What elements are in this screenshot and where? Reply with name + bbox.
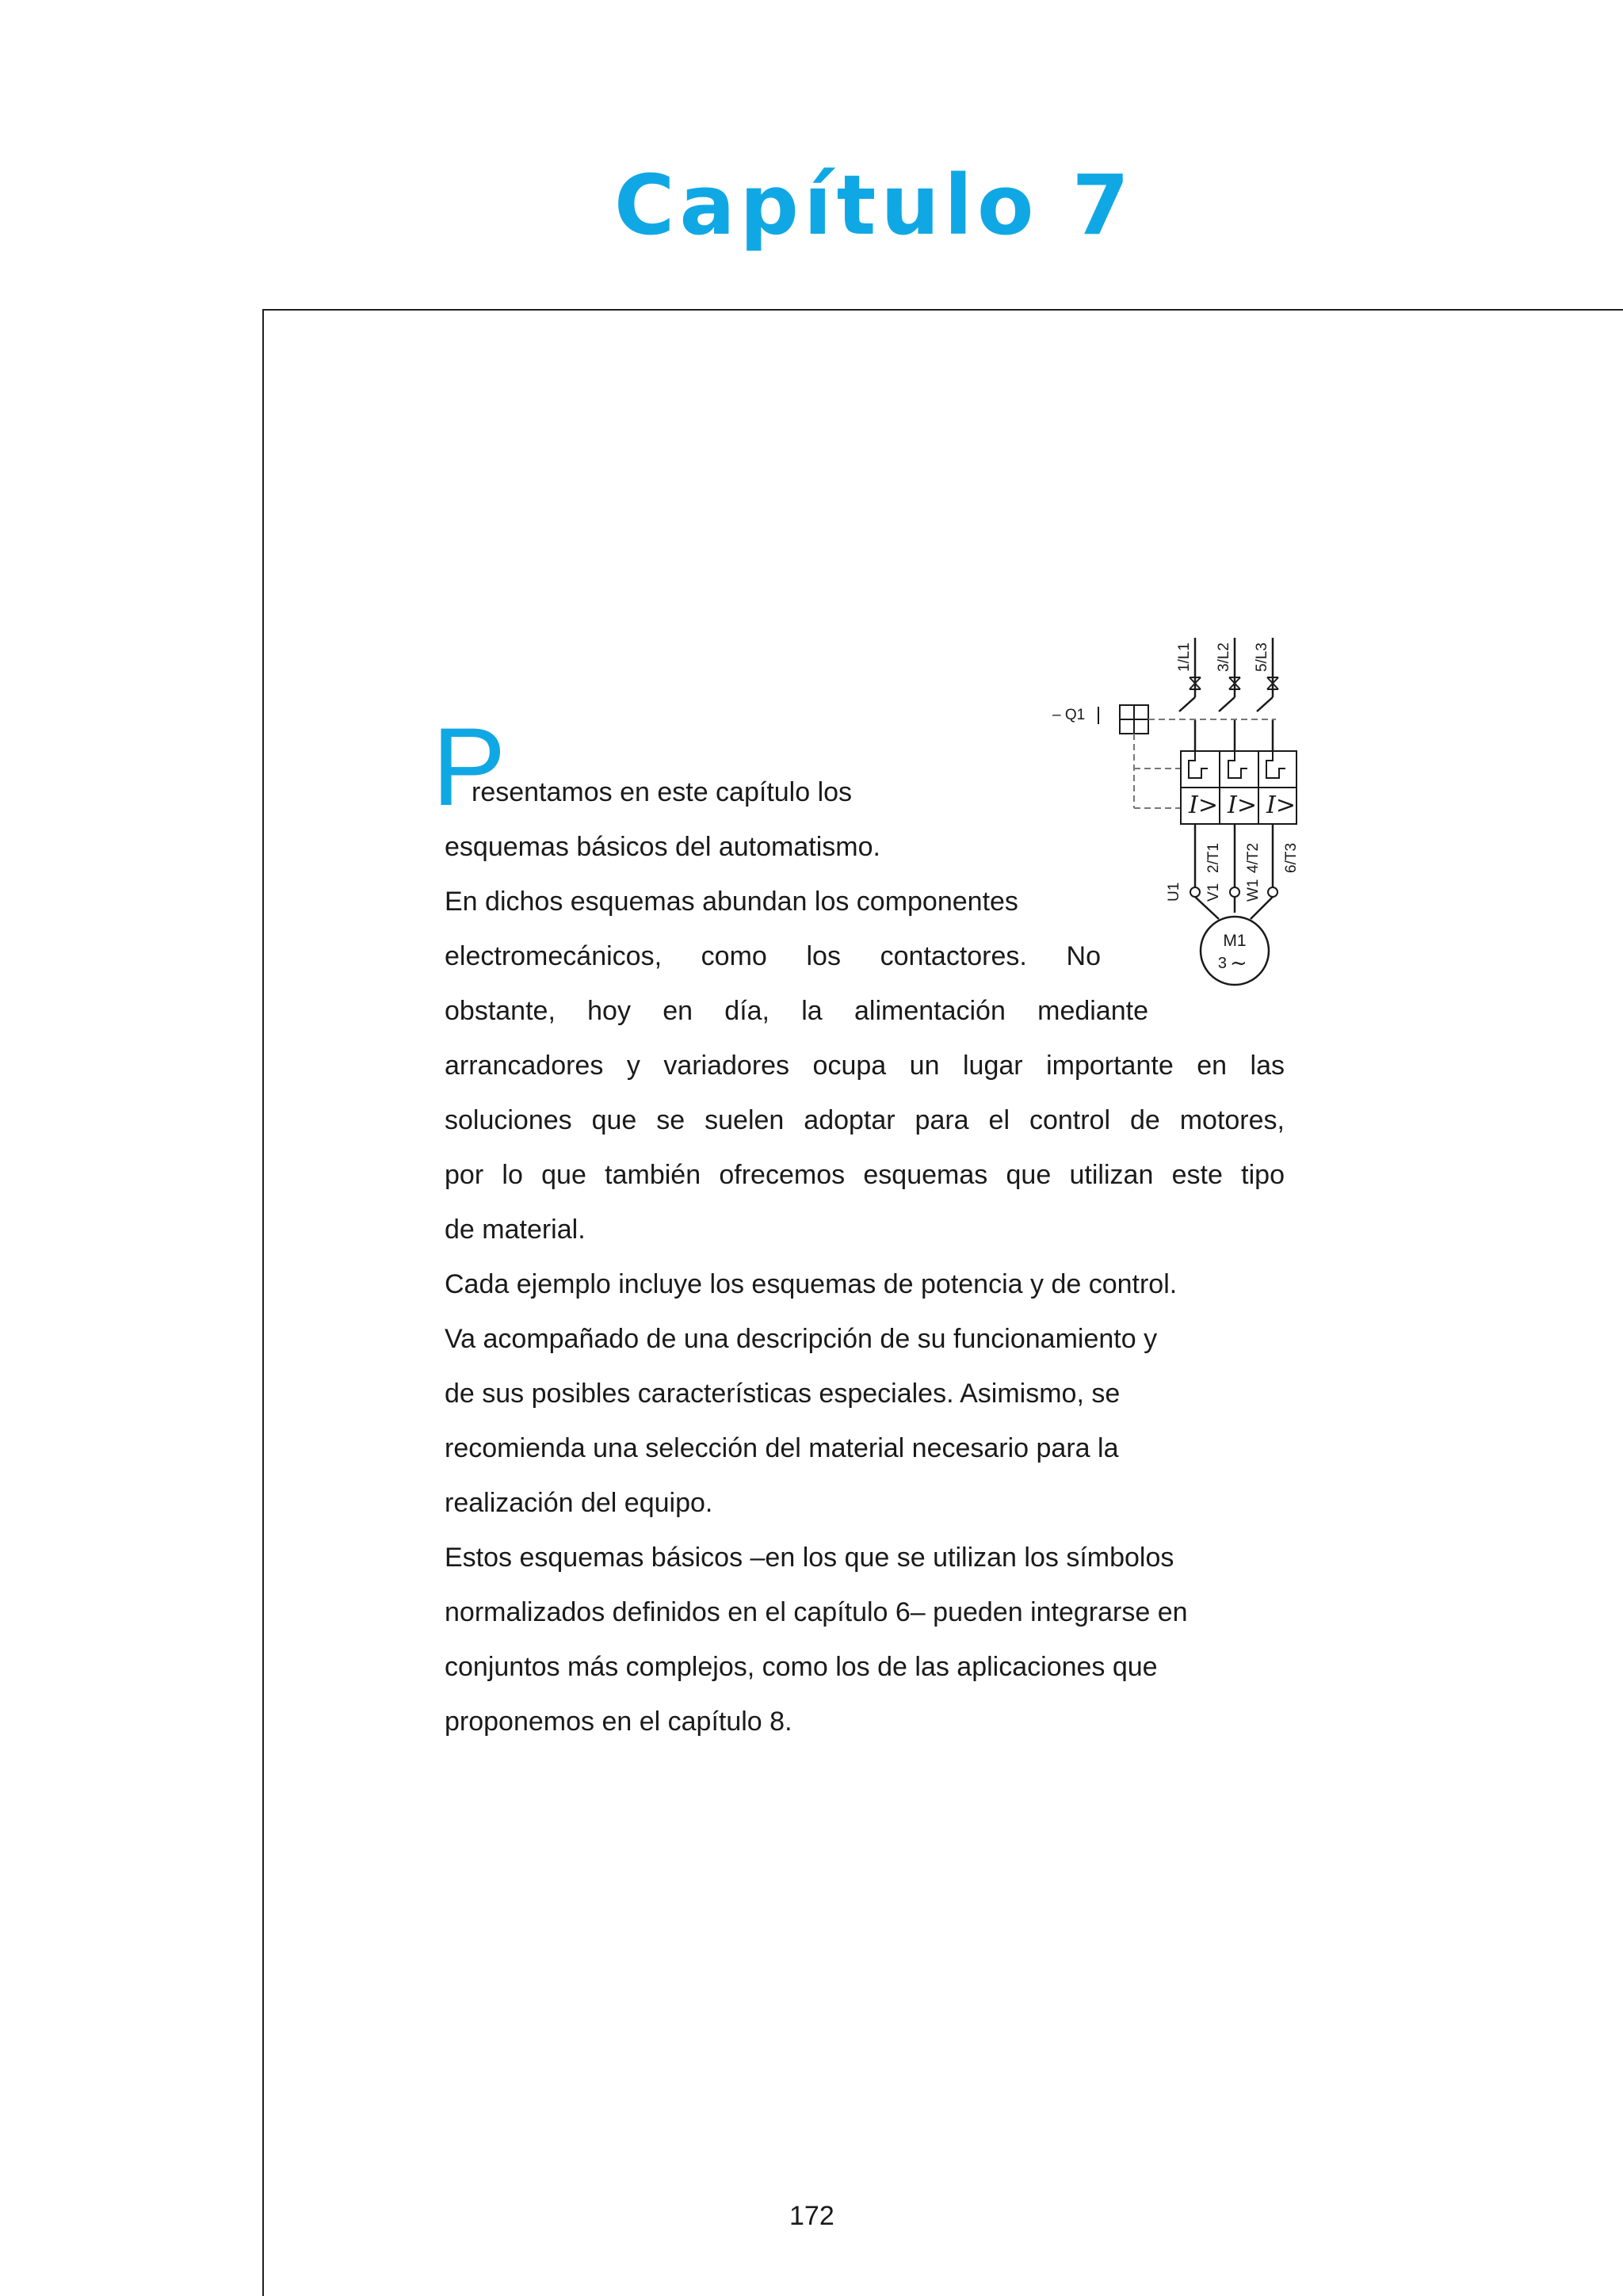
text-line: electromecánicos, como los contactores. No [445,941,1101,971]
text-line: proponemos en el capítulo 8. [445,1707,792,1737]
text-line: por lo que también ofrecemos esquemas que utilizan este tipo [445,1160,1285,1190]
supply-label-l1: 1/L1 [1176,643,1193,672]
text-line: Estos esquemas básicos –en los que se utilizan los símbolos [445,1543,1174,1573]
text-line: conjuntos más complejos, como los de las aplicaciones que [445,1652,1158,1682]
text-line: recomienda una selección del material necesario para la [445,1433,1119,1463]
breaker-label: – Q1 [1052,707,1086,723]
motor-ac-symbol: ~ [1230,952,1247,975]
supply-label-l2: 3/L2 [1216,643,1232,672]
trip-symbol-2: I> [1228,791,1257,819]
text-line: de material. [445,1215,586,1245]
text-line: normalizados definidos en el capítulo 6– pueden integrarse en [445,1597,1188,1627]
text-line: En dichos esquemas abundan los componentes [445,887,1018,917]
text-line: resentamos en este capítulo los [472,777,853,807]
terminal-label-v1: V1 [1205,883,1222,902]
text-line: Cada ejemplo incluye los esquemas de potencia y de control. [445,1269,1178,1299]
frame-left-border [262,309,264,2296]
text-line: arrancadores y variadores ocupa un lugar importante en las [445,1051,1285,1081]
text-line: realización del equipo. [445,1488,713,1518]
output-label-t3: 6/T3 [1283,842,1300,873]
trip-symbol-1: I> [1189,791,1218,819]
intro-paragraphs [445,765,1285,1749]
drop-cap-letter: P [432,704,506,829]
output-label-t1: 2/T1 [1205,842,1222,873]
breaker-operator-box [1120,705,1148,734]
motor-name: M1 [1223,932,1247,950]
output-label-t2: 4/T2 [1245,842,1262,873]
frame-top-border [262,309,1623,311]
chapter-title: Capítulo 7 [614,157,1135,254]
terminal-label-u1: U1 [1166,882,1182,902]
text-line: Va acompañado de una descripción de su funcionamiento y [445,1324,1158,1354]
supply-label-l3: 5/L3 [1254,643,1270,672]
page-number: 172 [789,2201,834,2231]
text-line: obstante, hoy en día, la alimentación mediante [445,996,1148,1026]
motor-phase-count: 3 [1217,955,1227,972]
trip-symbol-3: I> [1266,791,1296,819]
terminal-label-w1: W1 [1245,879,1262,902]
text-line: soluciones que se suelen adoptar para el control de motores, [445,1105,1285,1135]
text-line: de sus posibles características especiales. Asimismo, se [445,1379,1121,1409]
text-line: esquemas básicos del automatismo. [445,832,880,862]
